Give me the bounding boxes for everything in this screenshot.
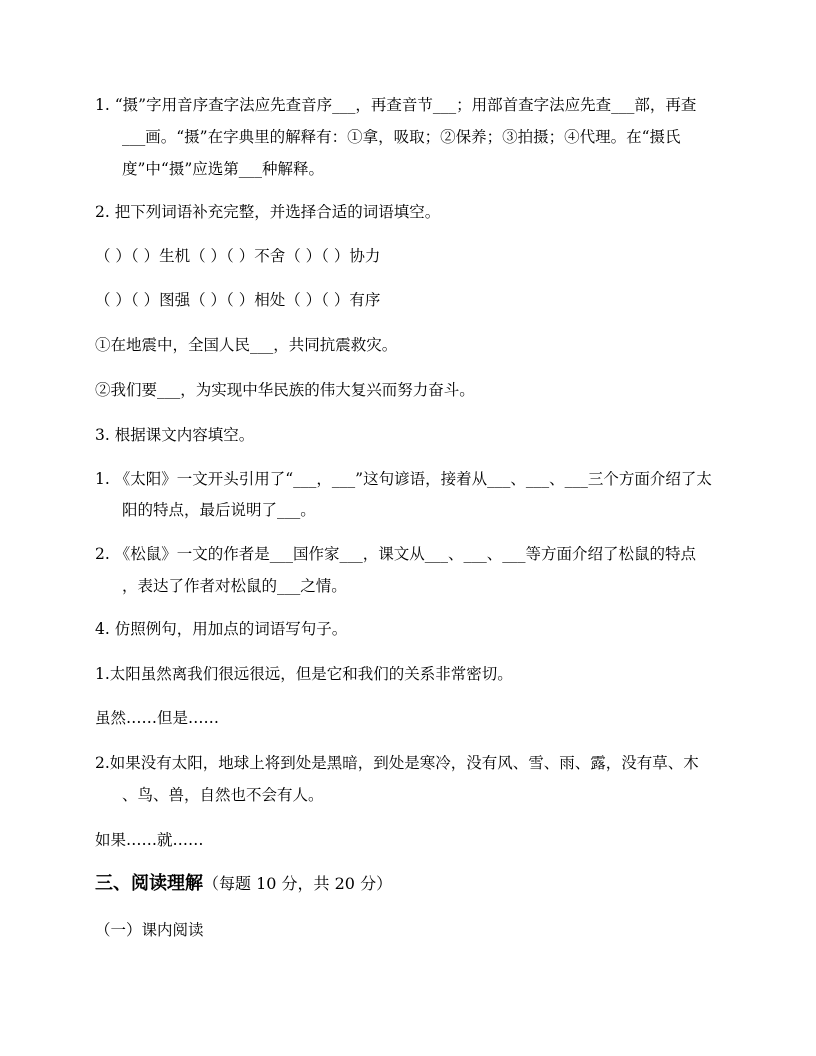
q4-example-1: 1.太阳虽然离我们很远很远，但是它和我们的关系非常密切。 <box>95 665 513 683</box>
section-3-score-note: （每题 10 分，共 20 分） <box>203 874 393 893</box>
q1-line-3: 度”中“摄”应选第___种解释。 <box>122 160 325 178</box>
q4-title: 4. 仿照例句，用加点的词语写句子。 <box>95 620 348 638</box>
section-3-subheading: （一）课内阅读 <box>95 921 204 939</box>
q2-sentence-2: ②我们要___，为实现中华民族的伟大复兴而努力奋斗。 <box>95 381 475 399</box>
q3-item-1-line-2: 阳的特点，最后说明了___。 <box>122 501 316 519</box>
q3-title: 3. 根据课文内容填空。 <box>95 426 255 444</box>
q2-word-row-2: （ ）（ ）图强（ ）（ ）相处（ ）（ ）有序 <box>95 291 381 309</box>
q4-example-1-prompt: 虽然……但是…… <box>95 709 220 727</box>
q1-line-1: 1. “摄”字用音序查字法应先查音序___，再查音节___；用部首查字法应先查___部，再查 <box>95 96 697 114</box>
q2-sentence-1: ①在地震中，全国人民___，共同抗震救灾。 <box>95 336 398 354</box>
section-3-heading <box>95 868 392 900</box>
q3-item-2-line-2: ，表达了作者对松鼠的___之情。 <box>122 577 347 595</box>
section-3-title: 三、阅读理解 <box>95 873 203 894</box>
q2-word-row-1: （ ）（ ）生机（ ）（ ）不舍（ ）（ ）协力 <box>95 247 381 265</box>
q2-title: 2. 把下列词语补充完整，并选择合适的词语填空。 <box>95 203 441 221</box>
q4-example-2-line-1: 2.如果没有太阳，地球上将到处是黑暗，到处是寒冷，没有风、雪、雨、露，没有草、木 <box>95 754 699 772</box>
q3-item-1-line-1: 1. 《太阳》一文开头引用了“___，___”这句谚语，接着从___、___、___三个方面介绍了太 <box>95 470 712 488</box>
q1-line-2: ___画。“摄”在字典里的解释有：①拿，吸取；②保养；③拍摄；④代理。在“摄氏 <box>122 128 681 146</box>
q4-example-2-prompt: 如果……就…… <box>95 831 204 849</box>
q4-example-2-line-2: 、鸟、兽，自然也不会有人。 <box>122 786 324 804</box>
q3-item-2-line-1: 2. 《松鼠》一文的作者是___国作家___，课文从___、___、___等方面介绍了松鼠的特点 <box>95 545 696 563</box>
